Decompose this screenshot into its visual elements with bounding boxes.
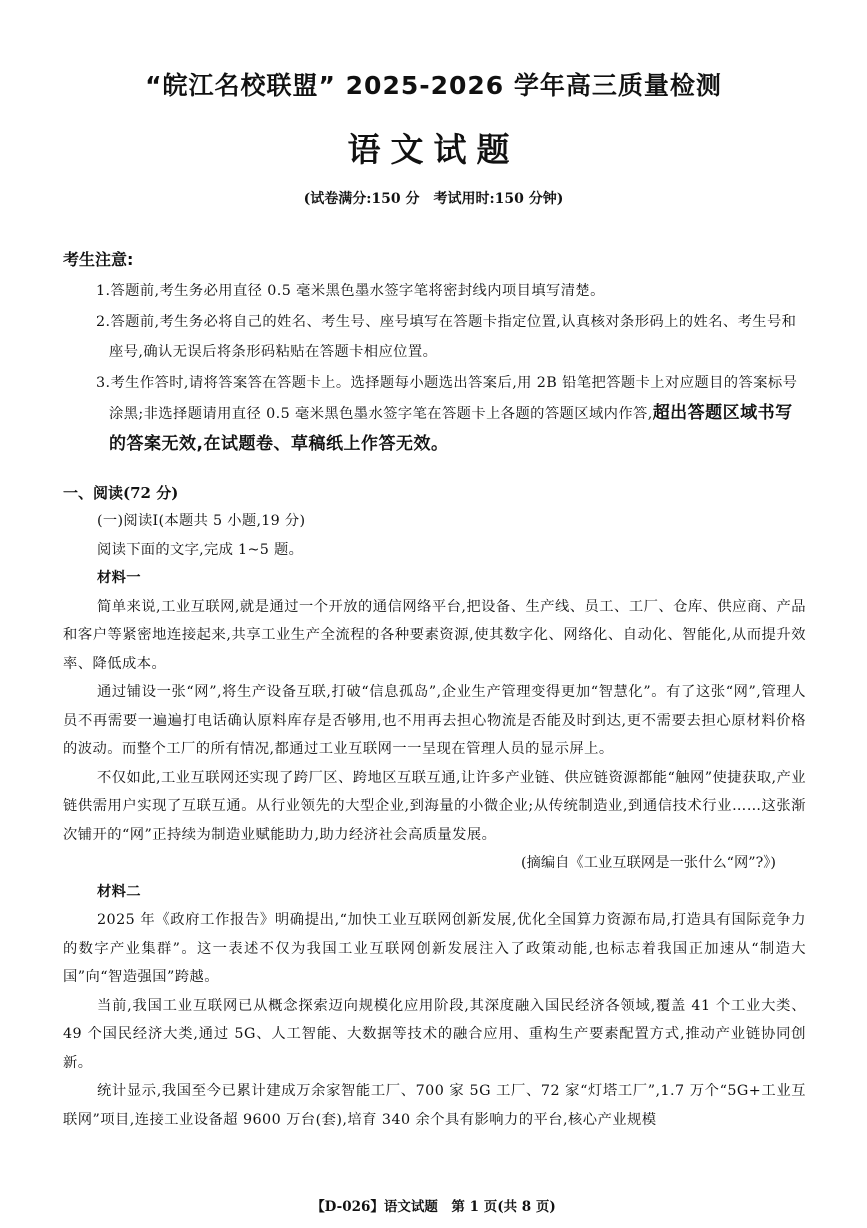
notice-item-1: 1.答题前,考生务必用直径 0.5 毫米黑色墨水签字笔将密封线内项目填写清楚。 xyxy=(96,283,605,299)
page-footer: 【D-026】语文试题 第 1 页(共 8 页) xyxy=(311,1199,556,1215)
notice-item-3-text: 3.考生作答时,请将答案答在答题卡上。选择题每小题选出答案后,用 2B 铅笔把答题卡上对应题目的答案标号涂黑;非选择题请用直径 0.5 毫米黑色墨水签字笔在答题卡上各题的答题区域内作答, xyxy=(96,375,798,422)
subject-title: 语文试题 xyxy=(347,130,520,169)
notice-list xyxy=(96,276,806,461)
exam-title: “皖江名校联盟” 2025-2026 学年高三质量检测 xyxy=(145,71,722,100)
notice-item-3-emphasis: 超出答题区域书写的答案无效,在试题卷、草稿纸上作答无效。 xyxy=(109,403,793,454)
material2-title: 材料二 xyxy=(97,883,141,900)
section-subheading: (一)阅读Ⅰ(本题共 5 小题,19 分) xyxy=(97,513,306,529)
material1-source: (摘编自《工业互联网是一张什么“网”?》) xyxy=(520,855,776,871)
material1-paragraph-3: 不仅如此,工业互联网还实现了跨厂区、跨地区互联互通,让许多产业链、供应链资源都能“触网”使捷获取,产业链供需用户实现了互联互通。从行业领先的大型企业,到海量的小微企业;从传统制造业,到通信技术行业……这张渐次铺开的“网”正持续为制造业赋能助力,助力经济社会高质量发展。 xyxy=(63,769,806,843)
reading-block xyxy=(63,507,806,1134)
material1-title: 材料一 xyxy=(97,570,141,586)
material1-paragraph-2: 通过铺设一张“网”,将生产设备互联,打破“信息孤岛”,企业生产管理变得更加“智慧化”。有了这张“网”,管理人员不再需要一遍遍打电话确认原料库存是否够用,也不用再去担心物流是否能及时到达,更不需要去担心原材料价格的波动。而整个工厂的所有情况,都通过工业互联网一一呈现在管理人员的显示屏上。 xyxy=(63,684,806,757)
notice-item-2: 2.答题前,考生务必将自己的姓名、考生号、座号填写在答题卡指定位置,认真核对条形码上的姓名、考生号和座号,确认无误后将条形码粘贴在答题卡相应位置。 xyxy=(96,314,797,360)
reading-instruction: 阅读下面的文字,完成 1~5 题。 xyxy=(97,541,304,558)
notice-item-3 xyxy=(96,368,806,460)
score-info: (试卷满分:150 分 考试用时:150 分钟) xyxy=(303,191,564,207)
material2-paragraph-1: 2025 年《政府工作报告》明确提出,“加快工业互联网创新发展,优化全国算力资源布局,打造具有国际竞争力的数字产业集群”。这一表述不仅为我国工业互联网创新发展注入了政策动能,也标志着我国正加速从“制造大国”向“智造强国”跨越。 xyxy=(63,912,806,985)
notice-title: 考生注意: xyxy=(63,250,134,269)
material2-paragraph-3: 统计显示,我国至今已累计建成万余家智能工厂、700 家 5G 工厂、72 家“灯塔工厂”,1.7 万个“5G+工业互联网”项目,连接工业设备超 9600 万台(套),培育 340 余个具有影响力的平台,核心产业规模 xyxy=(63,1083,806,1128)
section-heading: 一、阅读(72 分) xyxy=(63,484,179,502)
material1-paragraph-1: 简单来说,工业互联网,就是通过一个开放的通信网络平台,把设备、生产线、员工、工厂、仓库、供应商、产品和客户等紧密地连接起来,共享工业生产全流程的各种要素资源,使其数字化、网络化、自动化、智能化,从而提升效率、降低成本。 xyxy=(63,598,806,672)
material2-paragraph-2: 当前,我国工业互联网已从概念探索迈向规模化应用阶段,其深度融入国民经济各领域,覆盖 41 个工业大类、49 个国民经济大类,通过 5G、人工智能、大数据等技术的融合应用、重构生产要素配置方式,推动产业链协同创新。 xyxy=(63,997,806,1071)
